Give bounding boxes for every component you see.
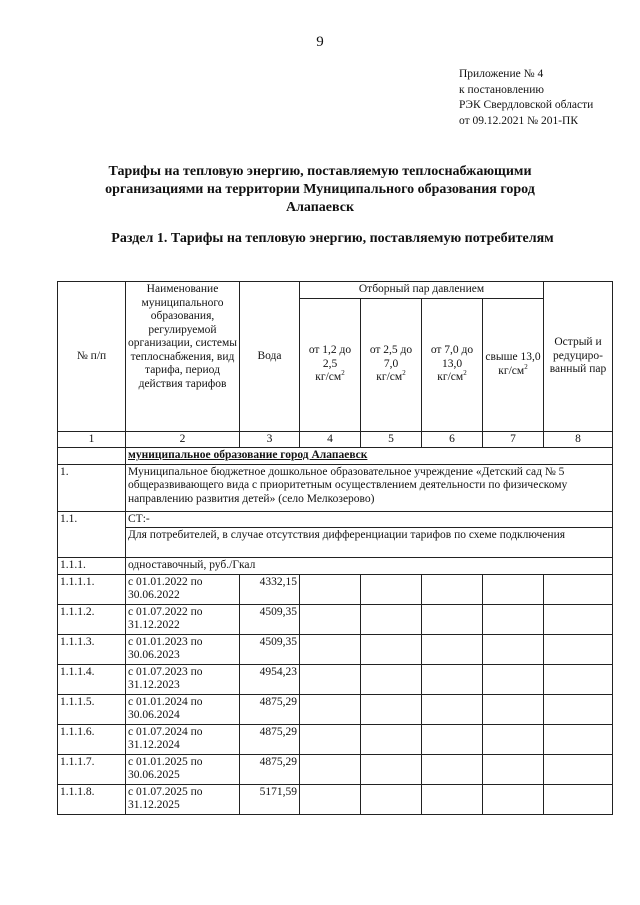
table-row xyxy=(58,784,613,814)
row-water-value: 4509,35 xyxy=(240,604,300,634)
st-num: 1.1. xyxy=(58,511,126,558)
empty-cell xyxy=(361,634,422,664)
empty-cell xyxy=(422,664,483,694)
empty-cell xyxy=(544,754,613,784)
empty-cell xyxy=(544,604,613,634)
table-row xyxy=(58,694,613,724)
empty-cell xyxy=(422,724,483,754)
row-period: с 01.07.2024 по 31.12.2024 xyxy=(126,724,240,754)
row-num: 1.1.1.2. xyxy=(58,604,126,634)
empty-cell xyxy=(361,694,422,724)
empty-cell xyxy=(300,724,361,754)
header-pressure-2: от 2,5 до 7,0 $кг/см^2$ xyxy=(361,298,422,431)
document-title: Тарифы на тепловую энергию, поставляемую теплоснабжающими организациями на территории Муниципального образования город Алапаевск xyxy=(105,164,535,215)
section-heading: Раздел 1. Тарифы на тепловую энергию, поставляемую потребителям xyxy=(111,231,554,246)
empty-cell xyxy=(361,784,422,814)
row-period: с 01.07.2025 по 31.12.2025 xyxy=(126,784,240,814)
empty-cell xyxy=(300,784,361,814)
empty-cell xyxy=(544,724,613,754)
row-num: 1.1.1.7. xyxy=(58,754,126,784)
header-pressure-3: от 7,0 до 13,0 $кг/см^2$ xyxy=(422,298,483,431)
appendix-block xyxy=(459,67,593,129)
empty-cell xyxy=(483,604,544,634)
table-row xyxy=(58,754,613,784)
row-water-value: 5171,59 xyxy=(240,784,300,814)
row-period: с 01.01.2022 по 30.06.2022 xyxy=(126,574,240,604)
empty-cell xyxy=(483,724,544,754)
table-row xyxy=(58,664,613,694)
rate-num: 1.1.1. xyxy=(58,558,126,575)
col-number: 5 xyxy=(361,431,422,448)
consumers-note: Для потребителей, в случае отсутствия дифференциации тарифов по схеме подключения xyxy=(126,528,613,558)
empty-cell xyxy=(422,784,483,814)
col-number: 4 xyxy=(300,431,361,448)
col-number: 3 xyxy=(240,431,300,448)
row-num: 1.1.1.5. xyxy=(58,694,126,724)
empty-cell xyxy=(361,664,422,694)
empty-cell xyxy=(300,604,361,634)
empty-cell xyxy=(544,634,613,664)
empty-cell xyxy=(544,664,613,694)
row-period: с 01.01.2025 по 30.06.2025 xyxy=(126,754,240,784)
col-number: 1 xyxy=(58,431,126,448)
row-num: 1.1.1.8. xyxy=(58,784,126,814)
municipality-row: муниципальное образование город Алапаевск xyxy=(126,448,613,465)
empty-cell xyxy=(544,574,613,604)
row-period: с 01.01.2024 по 30.06.2024 xyxy=(126,694,240,724)
row-water-value: 4875,29 xyxy=(240,754,300,784)
empty-cell xyxy=(483,664,544,694)
rate-label: одноставочный, руб./Гкал xyxy=(126,558,613,575)
header-steam-group: Отборный пар давлением xyxy=(300,282,544,299)
empty-cell xyxy=(422,604,483,634)
empty-cell xyxy=(483,634,544,664)
empty-cell xyxy=(422,574,483,604)
header-name: Наименование муниципального образования, регулируемой организации, системы теплоснабжения, вид тарифа, период действия тарифов xyxy=(126,282,240,432)
table-row xyxy=(58,724,613,754)
empty-cell xyxy=(422,634,483,664)
row-water-value: 4875,29 xyxy=(240,694,300,724)
row-water-value: 4875,29 xyxy=(240,724,300,754)
row-period: с 01.01.2023 по 30.06.2023 xyxy=(126,634,240,664)
empty-cell xyxy=(361,754,422,784)
table-row xyxy=(58,634,613,664)
row-water-value: 4954,23 xyxy=(240,664,300,694)
empty-cell xyxy=(483,574,544,604)
empty-cell xyxy=(483,754,544,784)
empty-cell xyxy=(544,784,613,814)
header-sharp-steam: Острый и редуциро-ванный пар xyxy=(544,282,613,432)
col-number: 8 xyxy=(544,431,613,448)
row-num: 1.1.1.1. xyxy=(58,574,126,604)
empty-cell xyxy=(361,604,422,634)
table-row xyxy=(58,574,613,604)
org-num: 1. xyxy=(58,464,126,511)
col-number: 7 xyxy=(483,431,544,448)
appendix-line: РЭК Свердловской области xyxy=(459,99,594,111)
empty-cell xyxy=(483,694,544,724)
row-num: 1.1.1.3. xyxy=(58,634,126,664)
table-row xyxy=(58,604,613,634)
row-num: 1.1.1.6. xyxy=(58,724,126,754)
row-period: с 01.07.2023 по 31.12.2023 xyxy=(126,664,240,694)
empty-cell xyxy=(544,694,613,724)
empty-cell xyxy=(422,754,483,784)
empty-cell xyxy=(300,574,361,604)
empty-cell xyxy=(58,448,126,465)
appendix-line: от 09.12.2021 № 201-ПК xyxy=(459,114,579,127)
header-pressure-1: от 1,2 до 2,5 $кг/см^2$ xyxy=(300,298,361,431)
header-pressure-4: свыше 13,0 $кг/см^2$ xyxy=(483,298,544,431)
empty-cell xyxy=(361,574,422,604)
org-name: Муниципальное бюджетное дошкольное образовательное учреждение «Детский сад № 5 общеразвивающего вида с приоритетным осуществлением деятельности по физическому направлению развития детей» (село Мелкозерово) xyxy=(126,464,613,511)
empty-cell xyxy=(300,634,361,664)
appendix-line: Приложение № 4 xyxy=(459,68,544,80)
empty-cell xyxy=(483,784,544,814)
row-water-value: 4509,35 xyxy=(240,634,300,664)
st-label: СТ:- xyxy=(126,511,613,528)
empty-cell xyxy=(361,724,422,754)
row-water-value: 4332,15 xyxy=(240,574,300,604)
appendix-line: к постановлению xyxy=(459,83,544,96)
empty-cell xyxy=(422,694,483,724)
empty-cell xyxy=(300,694,361,724)
empty-cell xyxy=(300,754,361,784)
row-num: 1.1.1.4. xyxy=(58,664,126,694)
empty-cell xyxy=(300,664,361,694)
tariff-table xyxy=(57,281,613,815)
row-period: с 01.07.2022 по 31.12.2022 xyxy=(126,604,240,634)
col-number: 6 xyxy=(422,431,483,448)
header-num: № п/п xyxy=(58,282,126,432)
header-water: Вода xyxy=(240,282,300,432)
page-number: 9 xyxy=(316,34,324,50)
col-number: 2 xyxy=(126,431,240,448)
